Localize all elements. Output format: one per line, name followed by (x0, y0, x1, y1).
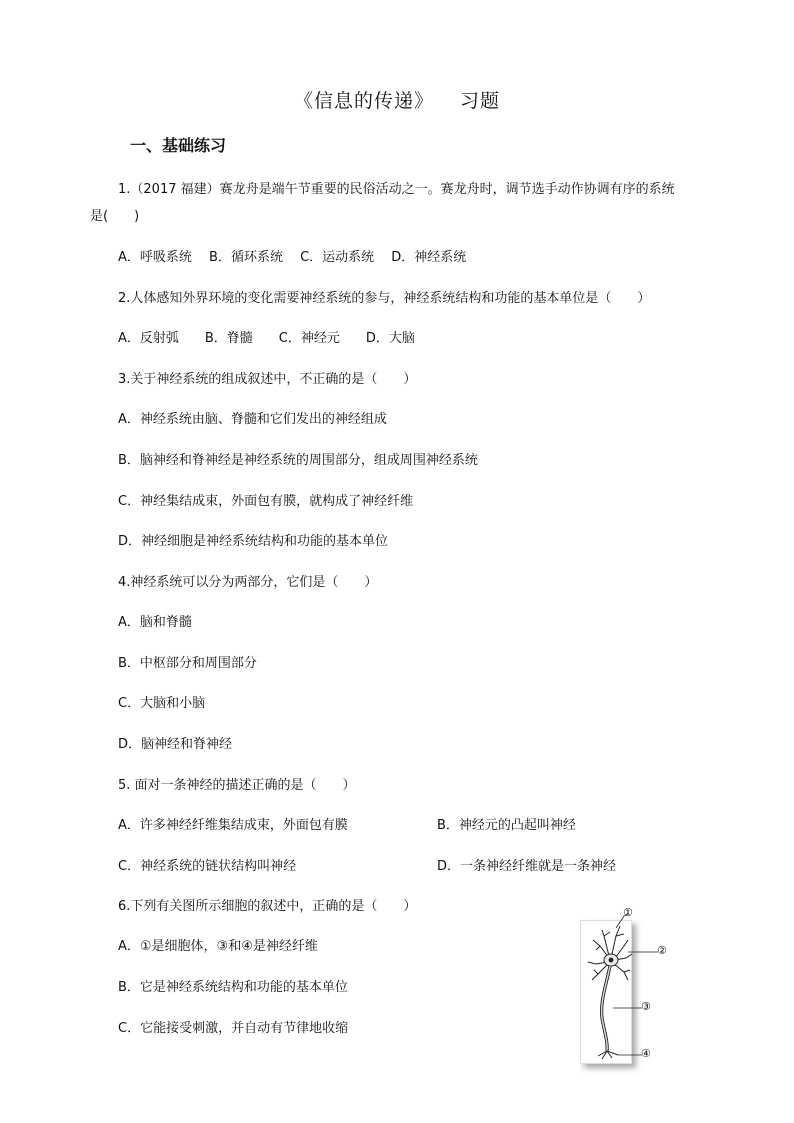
q1-stem-line1: 1.（2017 福建）赛龙舟是端午节重要的民俗活动之一。赛龙舟时，调节选手动作协调有序的系统 (118, 182, 675, 197)
title-sub: 习题 (460, 90, 501, 112)
q1-stem-line2: 是( ) (90, 209, 140, 224)
q4-option-a: A．脑和脊髓 (118, 615, 192, 630)
figure-label-3: ③ (641, 1000, 651, 1013)
q4-option-d: D．脑神经和脊神经 (118, 737, 233, 752)
q6-option-c: C．它能接受刺激，并自动有节律地收缩 (118, 1021, 349, 1036)
figure-label-1: ① (623, 906, 633, 919)
figure-label-2: ② (657, 944, 667, 957)
q2-stem: 2.人体感知外界环境的变化需要神经系统的参与，神经系统结构和功能的基本单位是（ ） (118, 291, 651, 306)
q3-option-a: A．神经系统由脑、脊髓和它们发出的神经组成 (118, 412, 387, 427)
q5-stem: 5. 面对一条神经的描述正确的是（ ） (118, 778, 356, 793)
q5-option-d: D．一条神经纤维就是一条神经 (437, 859, 617, 874)
page-title (0, 86, 794, 113)
q2-options: A．反射弧 B．脊髓 C．神经元 D．大脑 (118, 331, 415, 346)
section-heading: 一、基础练习 (130, 136, 227, 155)
q3-option-b: B．脑神经和脊神经是神经系统的周围部分，组成周围神经系统 (118, 453, 478, 468)
q5-option-c: C．神经系统的链状结构叫神经 (118, 859, 297, 874)
q5-option-b: B．神经元的凸起叫神经 (437, 818, 576, 833)
q4-option-c: C．大脑和小脑 (118, 696, 206, 711)
q3-option-c: C．神经集结成束，外面包有膜，就构成了神经纤维 (118, 494, 414, 509)
neuron-figure (580, 906, 675, 1064)
title-main: 《信息的传递》 (293, 90, 434, 112)
neuron-diagram (580, 906, 675, 1064)
figure-label-4: ④ (641, 1047, 651, 1060)
q5-option-a: A．许多神经纤维集结成束，外面包有膜 (118, 818, 348, 833)
q6-option-b: B．它是神经系统结构和功能的基本单位 (118, 980, 348, 995)
q6-stem: 6.下列有关图所示细胞的叙述中，正确的是（ ） (118, 899, 417, 914)
q3-option-d: D．神经细胞是神经系统结构和功能的基本单位 (118, 534, 389, 549)
q4-stem: 4.神经系统可以分为两部分，它们是（ ） (118, 575, 378, 590)
q3-stem: 3.关于神经系统的组成叙述中，不正确的是（ ） (118, 372, 417, 387)
q6-option-a: A．①是细胞体，③和④是神经纤维 (118, 939, 318, 954)
q4-option-b: B．中枢部分和周围部分 (118, 656, 257, 671)
q1-options: A．呼吸系统 B．循环系统 C．运动系统 D．神经系统 (118, 250, 467, 265)
